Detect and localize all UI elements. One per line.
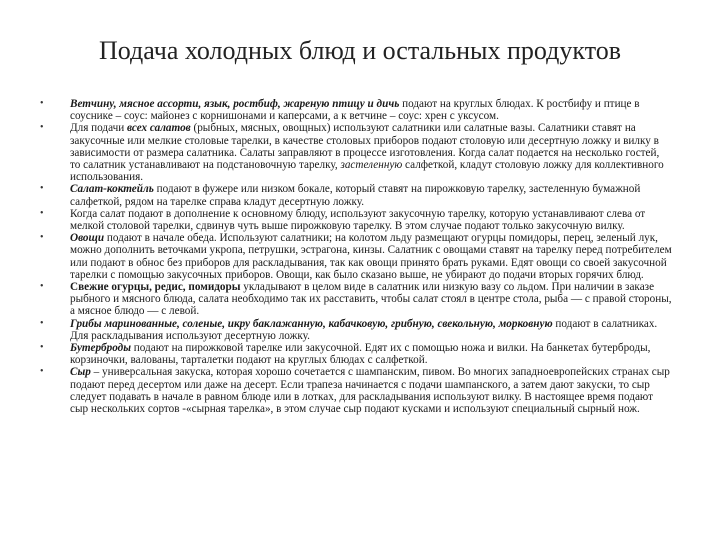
slide-title: Подача холодных блюд и остальных продуктов	[98, 36, 621, 65]
list-item	[40, 281, 672, 318]
item-text: подают на круглых блюдах. К ростбифу и птице в соуснике – соус: майонез с корнишонами и каперсами, а к ветчине – соус: хрен с уксусом.	[70, 98, 640, 123]
item-tail: салфеткой, кладут столовую ложку для коллективного использования.	[70, 159, 664, 184]
list-item	[40, 208, 672, 232]
item-emphasis: застеленную	[340, 159, 403, 172]
list-item	[40, 318, 672, 342]
list-item	[40, 366, 672, 415]
item-lead: Овощи	[70, 232, 105, 245]
list-item	[40, 98, 672, 122]
bullet-icon: •	[40, 232, 44, 244]
item-lead: Свежие огурцы, редис, помидоры	[70, 281, 241, 294]
bullet-icon: •	[40, 122, 44, 134]
item-lead: Бутерброды	[70, 342, 131, 355]
bullet-icon: •	[40, 342, 44, 354]
item-lead: Сыр	[70, 366, 91, 379]
bullet-icon: •	[40, 317, 44, 329]
list-item	[40, 232, 672, 281]
list-item	[40, 122, 672, 183]
item-text: подают в фужере или низком бокале, который ставят на пирожковую тарелку, застеленную бумажной салфеткой, рядом на тарелке справа кладут десертную ложку.	[70, 183, 641, 208]
item-pre: Для подачи	[70, 122, 128, 135]
item-lead: Салат-коктейль	[70, 183, 154, 196]
bullet-icon: •	[40, 281, 44, 293]
bullet-icon: •	[40, 207, 44, 219]
item-text: укладывают в целом виде в салатник или низкую вазу со льдом. При наличии в заказе рыбного и мясного блюда, салата необходимо так их расставить, чтобы салат стоял в центре стола, рыба — с правой стороны, а мясное блюдо — с левой.	[70, 281, 672, 318]
item-text: подают на пирожковой тарелке или закусочной. Едят их с помощью ножа и вилки. На банкетах бутерброды, корзиночки, валованы, тарталетки подают на круглых блюдах с салфеткой.	[70, 342, 651, 367]
item-lead: всех салатов	[127, 122, 191, 135]
item-text: подают в салатниках. Для раскладывания используют десертную ложку.	[70, 317, 658, 342]
list-item	[40, 342, 672, 366]
item-lead: Грибы маринованные, соленые, икру баклажанную, кабачковую, грибную, свекольную, морковную	[70, 317, 553, 330]
item-text: Когда салат подают в дополнение к основному блюду, используют закусочную тарелку, которую устанавливают слева от мелкой столовой тарелки, сдвинув чуть выше пирожковую тарелку. В этом случае подают только закусочную вилку.	[70, 207, 646, 233]
item-lead: Ветчину, мясное ассорти, язык, ростбиф, жареную птицу и дичь	[70, 98, 400, 110]
bullet-icon: •	[40, 98, 44, 109]
item-text: – универсальная закуска, которая хорошо сочетается с шампанским, пивом. Во многих западноевропейских странах сыр подают перед десертом или даже на десерт. Если трапеза начинается с подачи шампанского, а затем дают закуски, то сыр следует подавать в начале в равном блюде или в лотках, для раскладывания используют вилку. В настоящее время подают сыр нескольких сортов -«сырная тарелка», в этом случае сыр подают кусками и используют специальный сырный нож.	[70, 366, 670, 416]
bullet-icon: •	[40, 183, 44, 195]
bullet-list	[40, 98, 672, 415]
item-text: подают в начале обеда. Используют салатники; на колотом льду размещают огурцы помидоры, перец, зеленый лук, можно дополнить веточками укропа, петрушки, эстрагона, кинзы. Салатник с овощами ставят на тарелку перед потребителем или подают в обнос без приборов для раскладывания, так как овощи принято брать руками. Едят овощи со своей закусочной тарелки с помощью закусочных приборов. Овощи, как было сказано выше, не убирают до подачи вторых горячих блюд.	[70, 232, 672, 281]
bullet-icon: •	[40, 366, 44, 378]
item-text: (рыбных, мясных, овощных) используют салатники или салатные вазы. Салатники ставят на закусочные или мелкие столовые тарелки, в качестве столовых приборов подают столовую или десертную ложку и вилку в зависимости от размера салатника. Салаты заправляют в процессе изготовления. Когда салат подается на несколько гостей, то салатник устанавливают на подстановочную тарелку,	[70, 122, 660, 172]
list-item	[40, 183, 672, 207]
